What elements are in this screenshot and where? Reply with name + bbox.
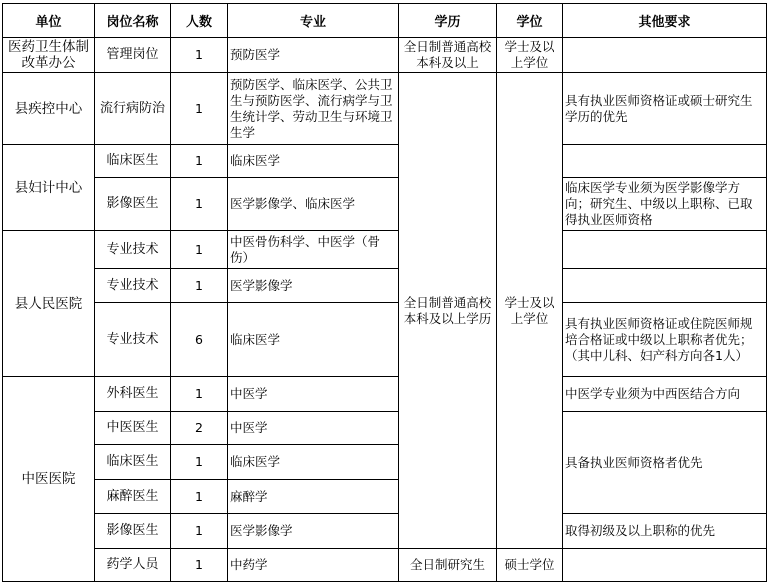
requirement-cell: 中医学专业须为中西医结合方向 <box>563 377 767 412</box>
degree-cell: 硕士学位 <box>497 549 563 582</box>
count-cell: 6 <box>171 303 228 377</box>
count-cell: 1 <box>171 269 228 303</box>
table-row <box>3 549 767 582</box>
header-requirement: 其他要求 <box>563 4 767 38</box>
header-major: 专业 <box>228 4 399 38</box>
position-cell: 麻醉医生 <box>95 480 171 514</box>
count-cell: 1 <box>171 38 228 73</box>
count-cell: 1 <box>171 73 228 145</box>
major-cell: 中医骨伤科学、中医学（骨伤） <box>228 231 399 269</box>
position-cell: 外科医生 <box>95 377 171 412</box>
major-cell: 临床医学 <box>228 303 399 377</box>
position-cell: 中医医生 <box>95 412 171 445</box>
position-cell: 影像医生 <box>95 178 171 231</box>
table-row <box>3 178 767 231</box>
header-unit: 单位 <box>3 4 95 38</box>
major-cell: 临床医学 <box>228 445 399 480</box>
table-row <box>3 303 767 377</box>
requirement-cell: 具有执业医师资格证或住院医师规培合格证或中级以上职称者优先；（其中儿科、妇产科方向各1人） <box>563 303 767 377</box>
education-merged-cell: 全日制普通高校本科及以上学历 <box>399 73 497 549</box>
count-cell: 1 <box>171 145 228 178</box>
table-row <box>3 145 767 178</box>
major-cell: 麻醉学 <box>228 480 399 514</box>
table-row <box>3 514 767 549</box>
major-cell: 医学影像学 <box>228 514 399 549</box>
unit-cell: 县疾控中心 <box>3 73 95 145</box>
major-cell: 中医学 <box>228 412 399 445</box>
position-cell: 临床医生 <box>95 445 171 480</box>
position-cell: 影像医生 <box>95 514 171 549</box>
education-cell: 全日制研究生 <box>399 549 497 582</box>
major-cell: 中医学 <box>228 377 399 412</box>
header-education: 学历 <box>399 4 497 38</box>
position-cell: 流行病防治 <box>95 73 171 145</box>
requirement-cell <box>563 38 767 73</box>
count-cell: 1 <box>171 445 228 480</box>
major-cell: 医学影像学 <box>228 269 399 303</box>
count-cell: 1 <box>171 480 228 514</box>
count-cell: 1 <box>171 231 228 269</box>
major-cell: 预防医学、临床医学、公共卫生与预防医学、流行病学与卫生统计学、劳动卫生与环境卫生学 <box>228 73 399 145</box>
header-position: 岗位名称 <box>95 4 171 38</box>
degree-merged-cell: 学士及以上学位 <box>497 73 563 549</box>
education-cell: 全日制普通高校本科及以上 <box>399 38 497 73</box>
unit-cell: 县人民医院 <box>3 231 95 377</box>
position-cell: 专业技术 <box>95 231 171 269</box>
position-cell: 临床医生 <box>95 145 171 178</box>
requirement-cell <box>563 231 767 269</box>
count-cell: 1 <box>171 178 228 231</box>
table-row <box>3 269 767 303</box>
major-cell: 预防医学 <box>228 38 399 73</box>
major-cell: 医学影像学、临床医学 <box>228 178 399 231</box>
position-cell: 药学人员 <box>95 549 171 582</box>
requirement-cell: 具备执业医师资格者优先 <box>563 412 767 514</box>
unit-cell: 县妇计中心 <box>3 145 95 231</box>
requirement-cell: 临床医学专业须为医学影像学方向；研究生、中级以上职称、已取得执业医师资格 <box>563 178 767 231</box>
position-cell: 专业技术 <box>95 303 171 377</box>
header-count: 人数 <box>171 4 228 38</box>
count-cell: 1 <box>171 377 228 412</box>
major-cell: 中药学 <box>228 549 399 582</box>
major-cell: 临床医学 <box>228 145 399 178</box>
requirement-cell <box>563 145 767 178</box>
table-row <box>3 231 767 269</box>
position-cell: 专业技术 <box>95 269 171 303</box>
requirement-cell <box>563 269 767 303</box>
requirement-cell: 具有执业医师资格证或硕士研究生学历的优先 <box>563 73 767 145</box>
header-degree: 学位 <box>497 4 563 38</box>
table-row <box>3 412 767 445</box>
count-cell: 1 <box>171 514 228 549</box>
degree-cell: 学士及以上学位 <box>497 38 563 73</box>
recruitment-table <box>2 3 767 582</box>
table-row <box>3 377 767 412</box>
position-cell: 管理岗位 <box>95 38 171 73</box>
requirement-cell <box>563 549 767 582</box>
table-row <box>3 73 767 145</box>
header-row <box>3 4 767 38</box>
table-row <box>3 38 767 73</box>
count-cell: 2 <box>171 412 228 445</box>
requirement-cell: 取得初级及以上职称的优先 <box>563 514 767 549</box>
unit-cell: 中医医院 <box>3 377 95 582</box>
count-cell: 1 <box>171 549 228 582</box>
unit-cell: 医药卫生体制改革办公 <box>3 38 95 73</box>
